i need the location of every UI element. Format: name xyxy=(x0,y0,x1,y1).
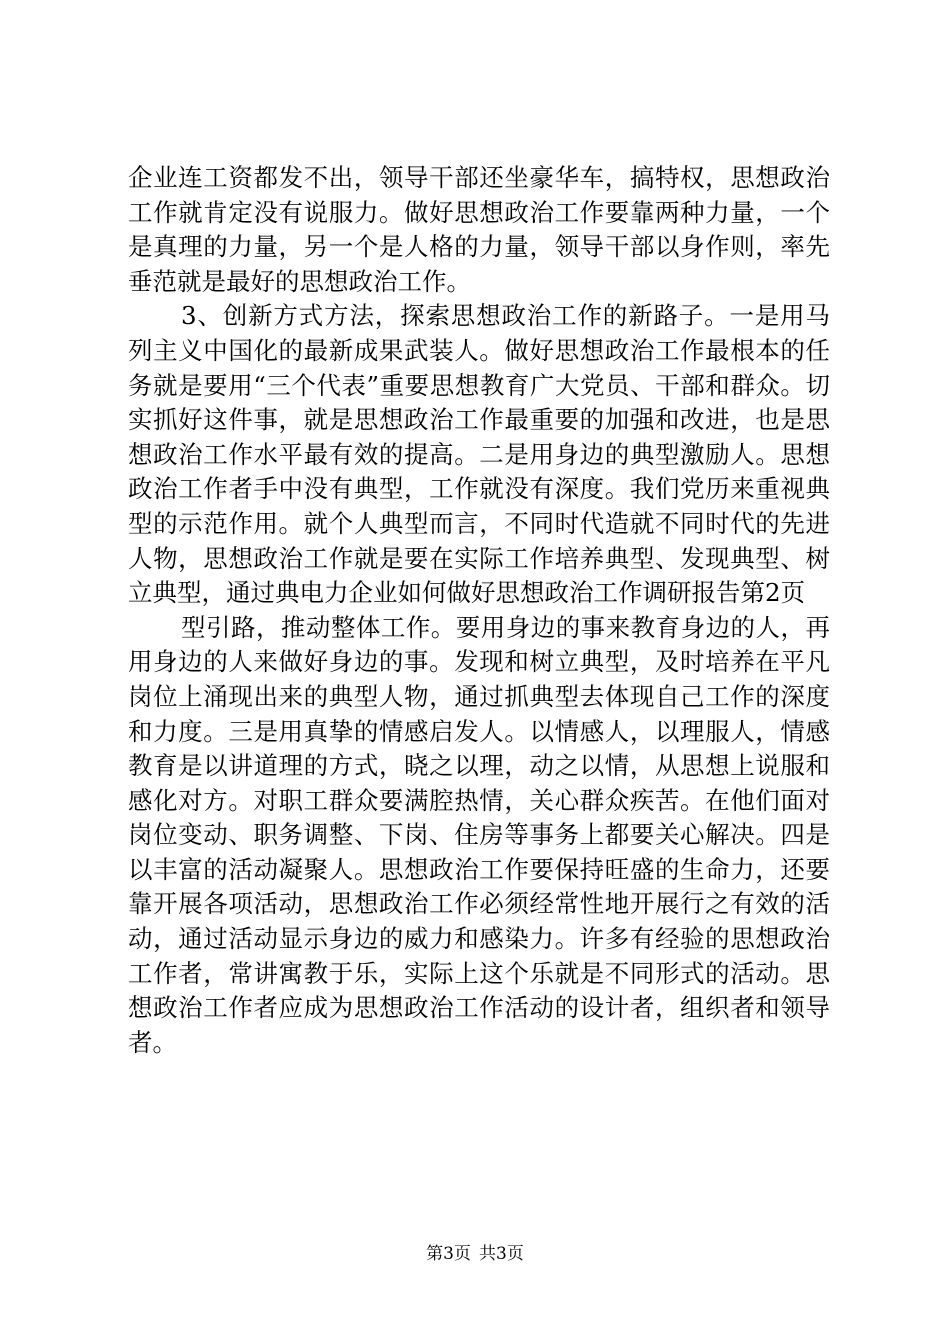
page-footer xyxy=(0,1243,950,1265)
page-number: 第3页 xyxy=(426,1244,471,1264)
paragraph-continuation: 企业连工资都发不出，领导干部还坐豪华车，搞特权，思想政治工作就肯定没有说服力。做好思想政治工作要靠两种力量，一个是真理的力量，另一个是人格的力量，领导干部以身作则，率先垂范就是最好的思想政治工作。 xyxy=(128,163,830,296)
paragraph-section-3: 3、创新方式方法，探索思想政治工作的新路子。一是用马列主义中国化的最新成果武装人。做好思想政治工作最根本的任务就是要用“三个代表”重要思想教育广大党员、干部和群众。切实抓好这件事，就是思想政治工作最重要的加强和改进，也是思想政治工作水平最有效的提高。二是用身边的典型激励人。思想政治工作者手中没有典型，工作就没有深度。我们党历来重视典型的示范作用。就个人典型而言，不同时代造就不同时代的先进人物，思想政治工作就是要在实际工作培养典型、发现典型、树立典型，通过典电力企业如何做好思想政治工作调研报告第2页 xyxy=(128,301,830,608)
document-body xyxy=(128,161,830,1060)
page-total: 共3页 xyxy=(479,1244,524,1264)
paragraph-typical-guidance: 型引路，推动整体工作。要用身边的事来教育身边的人，再用身边的人来做好身边的事。发现和树立典型，及时培养在平凡岗位上涌现出来的典型人物，通过抓典型去体现自己工作的深度和力度。三是用真挚的情感启发人。以情感人，以理服人，情感教育是以讲道理的方式，晓之以理，动之以情，从思想上说服和感化对方。对职工群众要满腔热情，关心群众疾苦。在他们面对岗位变动、职务调整、下岗、住房等事务上都要关心解决。四是以丰富的活动凝聚人。思想政治工作要保持旺盛的生命力，还要靠开展各项活动，思想政治工作必须经常性地开展行之有效的活动，通过活动显示身边的威力和感染力。许多有经验的思想政治工作者，常讲寓教于乐，实际上这个乐就是不同形式的活动。思想政治工作者应成为思想政治工作活动的设计者，组织者和领导者。 xyxy=(128,612,830,1057)
